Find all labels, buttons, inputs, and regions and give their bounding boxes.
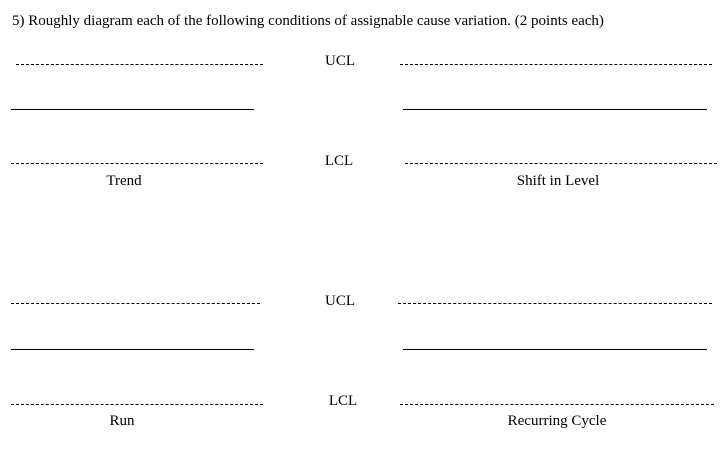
center-line-trend bbox=[11, 109, 254, 110]
ucl-label-bottom: UCL bbox=[325, 293, 355, 309]
question-prompt: 5) Roughly diagram each of the following conditions of assignable cause variation. (2 points each) bbox=[12, 13, 604, 29]
lcl-line-trend bbox=[11, 163, 263, 164]
center-line-shift-in-level bbox=[403, 109, 707, 110]
lcl-line-recurring-cycle bbox=[400, 404, 714, 405]
ucl-label-top: UCL bbox=[325, 53, 355, 69]
ucl-line-run bbox=[11, 303, 260, 304]
ucl-line-shift-in-level bbox=[400, 64, 712, 65]
center-line-recurring-cycle bbox=[403, 349, 707, 350]
lcl-label-bottom: LCL bbox=[328, 393, 358, 409]
lcl-label-top: LCL bbox=[324, 153, 354, 169]
caption-run: Run bbox=[109, 413, 135, 429]
ucl-line-trend bbox=[16, 64, 263, 65]
ucl-line-recurring-cycle bbox=[398, 303, 712, 304]
caption-shift-in-level: Shift in Level bbox=[516, 173, 600, 189]
center-line-run bbox=[11, 349, 254, 350]
lcl-line-run bbox=[11, 404, 263, 405]
caption-trend: Trend bbox=[106, 173, 142, 189]
caption-recurring-cycle: Recurring Cycle bbox=[507, 413, 607, 429]
lcl-line-shift-in-level bbox=[405, 163, 717, 164]
